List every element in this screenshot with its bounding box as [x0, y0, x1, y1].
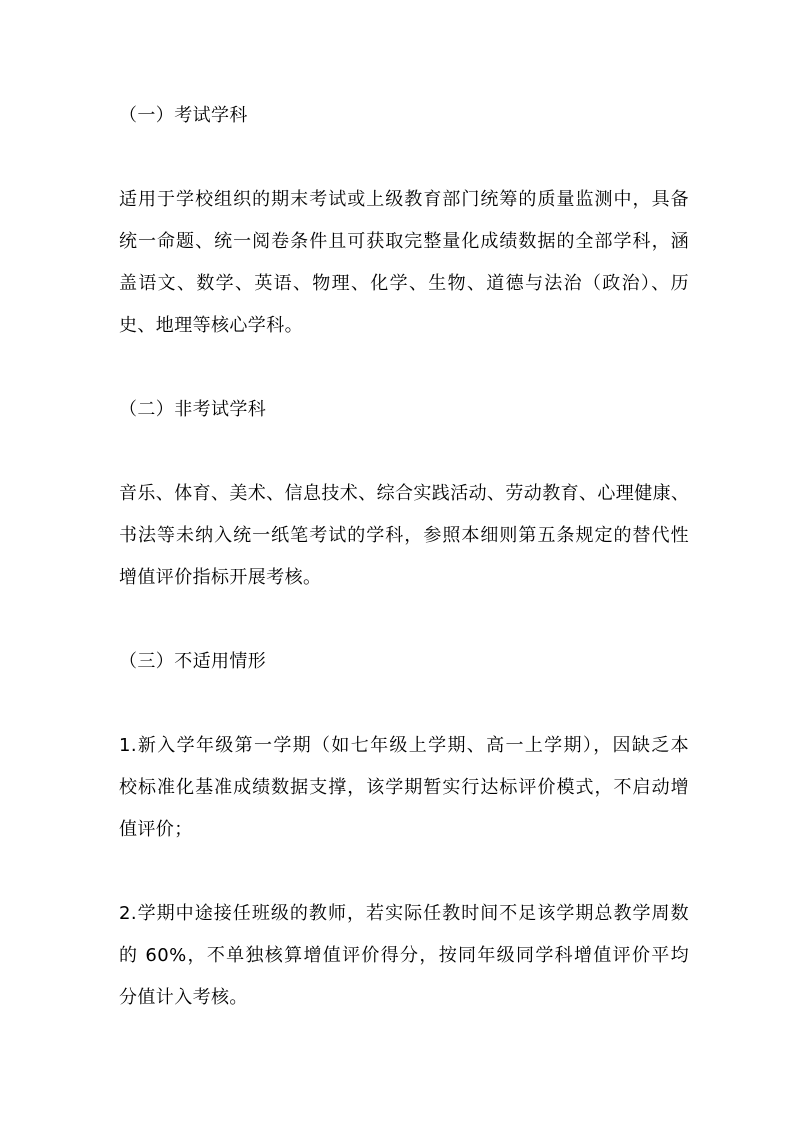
list-item-line: 分值计入考核。 [119, 987, 248, 1008]
list-item-line: 2.学期中途接任班级的教师，若实际任教时间不足该学期总教学周数 [119, 903, 689, 924]
section-heading-non-exam-subjects: （二）非考试学科 [119, 399, 267, 420]
list-item-line: 值评价； [119, 819, 193, 840]
paragraph-line: 音乐、体育、美术、信息技术、综合实践活动、劳动教育、心理健康、 [119, 483, 689, 504]
section-heading-not-applicable: （三）不适用情形 [119, 651, 267, 672]
paragraph-line: 史、地理等核心学科。 [119, 315, 303, 336]
section-heading-exam-subjects: （一）考试学科 [119, 105, 248, 126]
paragraph-line: 增值评价指标开展考核。 [119, 567, 322, 588]
list-item-line: 1.新入学年级第一学期（如七年级上学期、高一上学期），因缺乏本 [119, 735, 689, 756]
paragraph-line: 书法等未纳入统一纸笔考试的学科，参照本细则第五条规定的替代性 [119, 525, 689, 546]
list-item-line: 校标准化基准成绩数据支撑，该学期暂实行达标评价模式，不启动增 [119, 777, 689, 798]
list-item-line: 的 60%，不单独核算增值评价得分，按同年级同学科增值评价平均 [119, 945, 689, 966]
paragraph-line: 盖语文、数学、英语、物理、化学、生物、道德与法治（政治）、历 [119, 273, 689, 294]
paragraph-line: 适用于学校组织的期末考试或上级教育部门统筹的质量监测中，具备 [119, 189, 689, 210]
paragraph-line: 统一命题、统一阅卷条件且可获取完整量化成绩数据的全部学科，涵 [119, 231, 689, 252]
